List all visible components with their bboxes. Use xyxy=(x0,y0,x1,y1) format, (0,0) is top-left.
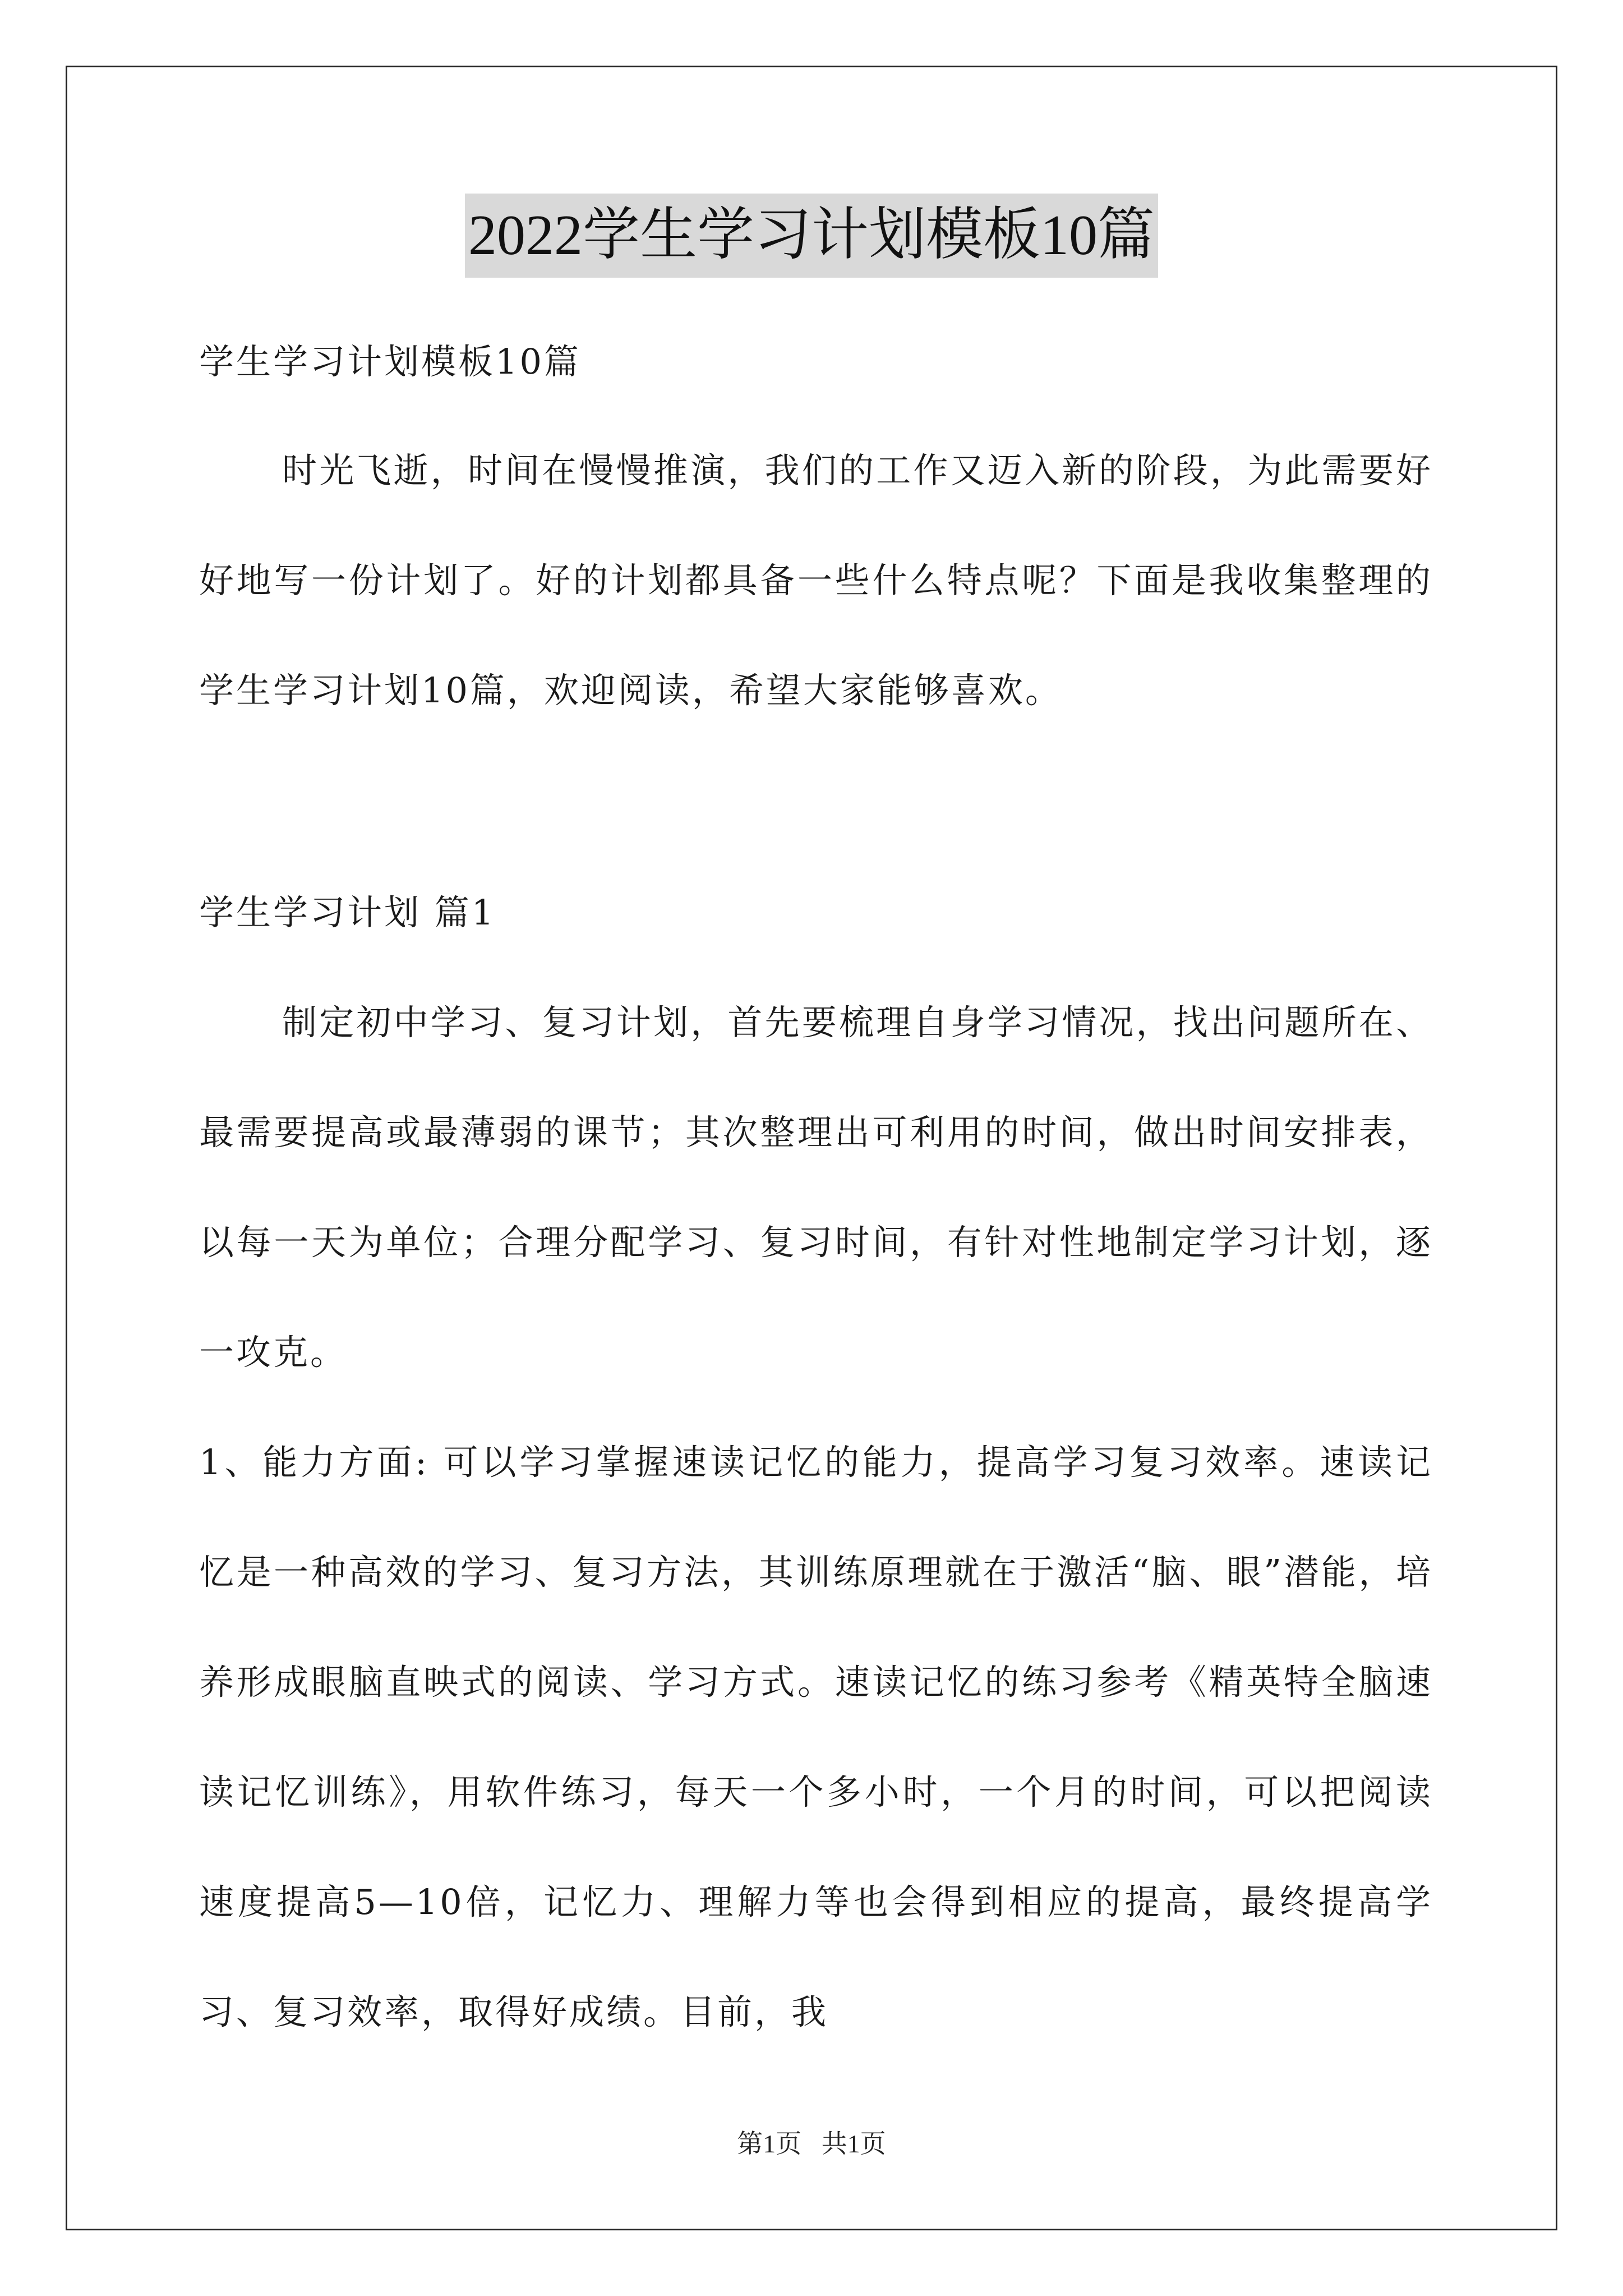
section-spacer xyxy=(199,746,1433,858)
page-number-current: 第1页 xyxy=(737,2129,802,2158)
document-subtitle: 学生学习计划模板10篇 xyxy=(199,341,581,382)
document-body xyxy=(199,306,1433,2067)
title-container xyxy=(0,194,1623,278)
intro-paragraph: 时光飞逝，时间在慢慢推演，我们的工作又迈入新的阶段，为此需要好好地写一份计划了。好的计划都具备一些什么特点呢？下面是我收集整理的学生学习计划10篇，欢迎阅读，希望大家能够喜欢。 xyxy=(199,450,1433,711)
page-number-total: 共1页 xyxy=(821,2129,886,2158)
section-heading: 学生学习计划 篇1 xyxy=(199,892,496,933)
document-title: 2022学生学习计划模板10篇 xyxy=(465,194,1158,278)
page-footer xyxy=(0,2123,1623,2160)
point-1-paragraph: 1、能力方面: 可以学习掌握速读记忆的能力，提高学习复习效率。速读记忆是一种高效的学习、复习方法，其训练原理就在于激活“脑、眼”潜能，培养形成眼脑直映式的阅读、学习方式。速读记忆的练习参考《精英特全脑速读记忆训练》，用软件练习，每天一个多小时，一个月的时间，可以把阅读速度提高5—10倍，记忆力、理解力等也会得到相应的提高，最终提高学习、复习效率，取得好成绩。目前，我 xyxy=(199,1442,1433,2032)
section-paragraph: 制定初中学习、复习计划，首先要梳理自身学习情况，找出问题所在、最需要提高或最薄弱的课节；其次整理出可利用的时间，做出时间安排表，以每一天为单位；合理分配学习、复习时间，有针对性地制定学习计划，逐一攻克。 xyxy=(199,1002,1433,1373)
